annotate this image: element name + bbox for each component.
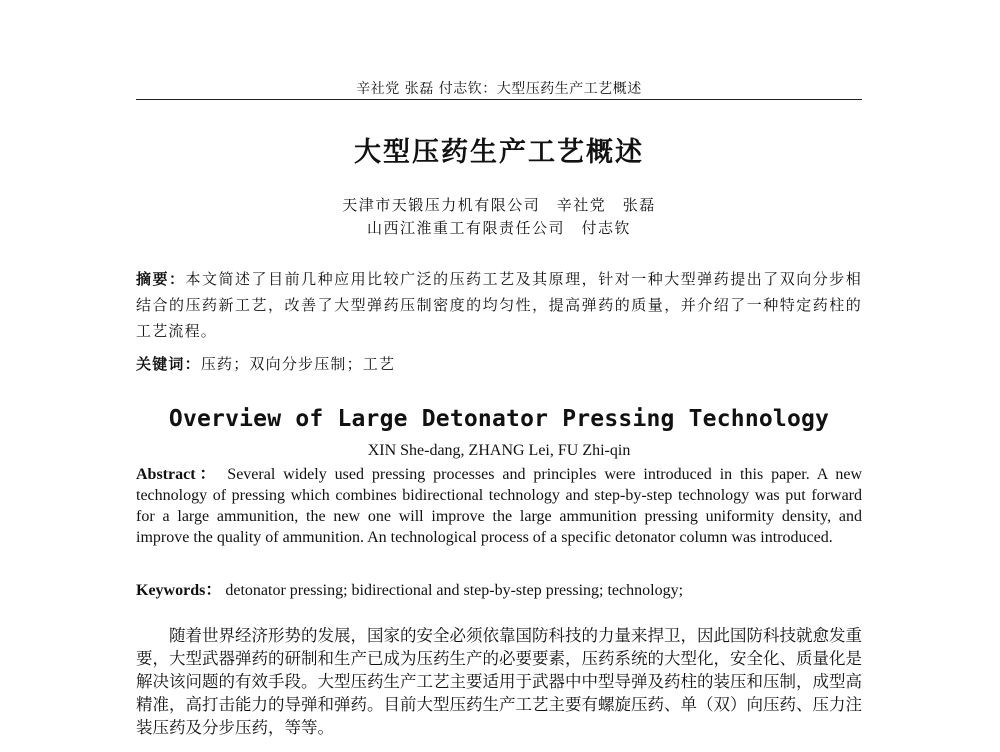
chinese-keywords-text: 压药；双向分步压制；工艺: [200, 355, 396, 373]
chinese-keywords: [136, 353, 862, 374]
english-authors: XIN She-dang, ZHANG Lei, FU Zhi-qin: [367, 442, 631, 459]
english-keywords-label: Keywords：: [136, 582, 222, 599]
chinese-keywords-label: 关键词：: [136, 355, 201, 373]
english-abstract: [136, 464, 862, 548]
english-keywords-text: detonator pressing; bidirectional and step-by-step pressing; technology;: [225, 582, 684, 599]
english-abstract-label: Abstract：: [136, 466, 220, 483]
header-rule: [136, 99, 862, 100]
chinese-abstract-label: 摘要：: [136, 270, 186, 288]
chinese-abstract: [136, 266, 862, 344]
affiliation-line-2: 山西江淮重工有限责任公司 付志钦: [366, 219, 631, 237]
english-title: Overview of Large Detonator Pressing Technology: [168, 406, 830, 432]
english-keywords: [136, 577, 862, 600]
running-header: 辛社党 张磊 付志钦：大型压药生产工艺概述: [356, 81, 642, 97]
chinese-title: 大型压药生产工艺概述: [354, 137, 644, 168]
chinese-abstract-text: 本文简述了目前几种应用比较广泛的压药工艺及其原理，针对一种大型弹药提出了双向分步相结合的压药新工艺，改善了大型弹药压制密度的均匀性，提高弹药的质量，并介绍了一种特定药柱的工艺流程。: [136, 270, 862, 340]
affiliation-line-1: 天津市天锻压力机有限公司 辛社党 张磊: [342, 196, 656, 214]
english-abstract-text: Several widely used pressing processes and principles were introduced in this paper. A new technology of pressing which combines bidirectional technology and step-by-step technology was put forward for a large ammunition, the new one will improve the large ammunition pressing uniformity density, and improve the quality of ammunition. An technological process of a specific detonator column was introduced.: [136, 466, 863, 546]
body-paragraph: 随着世界经济形势的发展，国家的安全必须依靠国防科技的力量来捍卫，因此国防科技就愈发重要，大型武器弹药的研制和生产已成为压药生产的必要要素，压药系统的大型化，安全化、质量化是解决该问题的有效手段。大型压药生产工艺主要适用于武器中中型导弹及药柱的装压和压制，成型高精准，高打击能力的导弹和弹药。目前大型压药生产工艺主要有螺旋压药、单（双）向压药、压力注装压药及分步压药，等等。: [136, 626, 862, 737]
